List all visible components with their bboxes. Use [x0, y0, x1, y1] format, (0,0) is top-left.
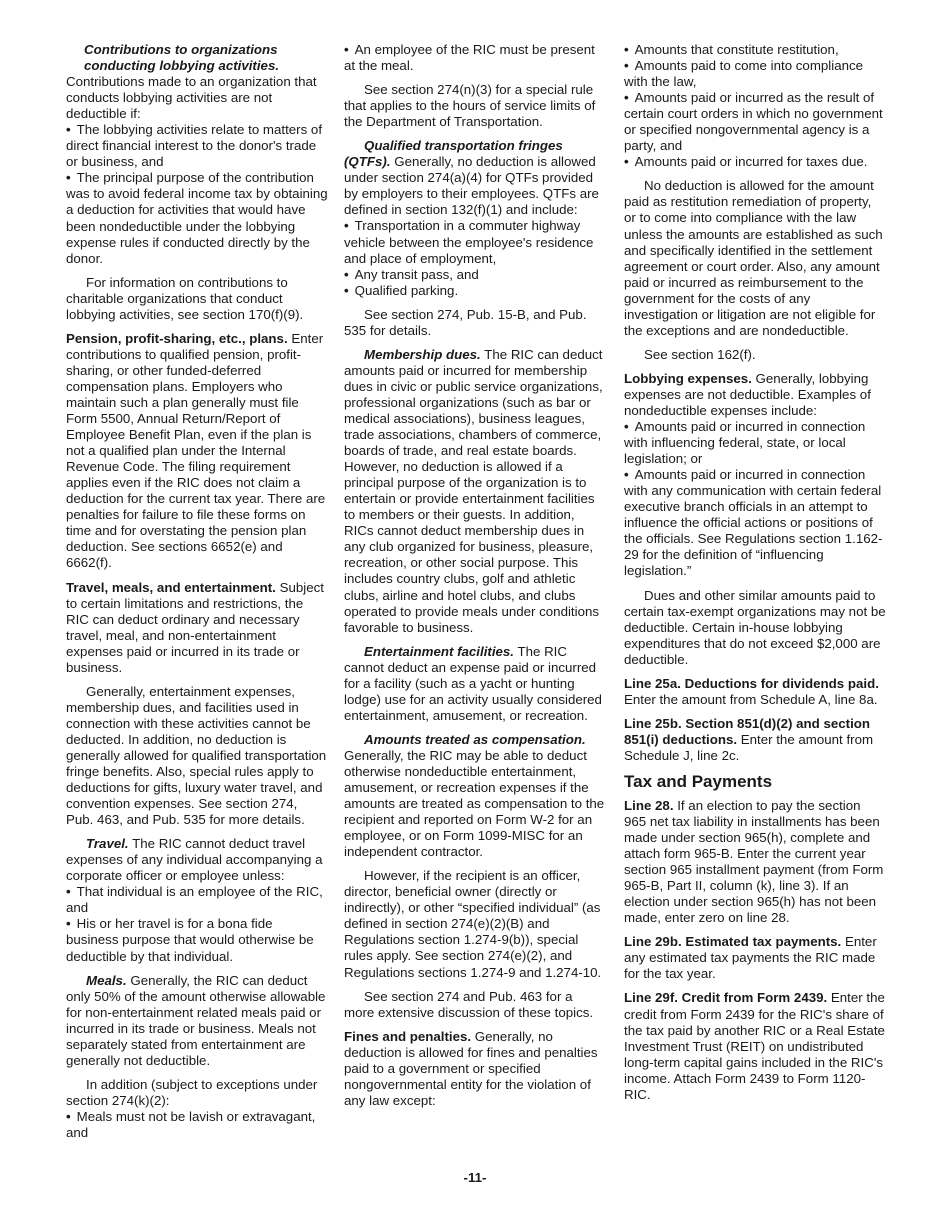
- travel-text: The RIC cannot deduct travel expenses of any individual accompanying a corporate officer or employee unless:: [66, 836, 323, 884]
- line-25b-text: Enter the amount from Schedule J, line 2c.: [624, 731, 874, 763]
- page-number: -11-: [463, 1170, 487, 1185]
- pension-text: Enter contributions to qualified pension, profit-sharing, or other funded-deferred compensation plans. Employers who maintain such a plan generally must file Form 5500, Annual Return/Report of Employee Benefit Plan, even if the plan is not a qualified plan under the Internal Revenue Code. The filing requirement applies even if the RIC does not claim a deduction for the current tax year. There are penalties for failure to file these forms on time and for overstating the pension plan deduction. See sections 6652(e) and 6662(f).: [66, 330, 326, 571]
- fines-paragraph: [344, 1029, 606, 1109]
- travel-list: [66, 884, 328, 964]
- lobbying-dues: Dues and other similar amounts paid to certain tax-exempt organizations may not be deductible. Certain in-house lobbying expenditures that do not exceed $2,000 are deductible.: [624, 587, 886, 667]
- meals-text: Generally, the RIC can deduct only 50% of the amount otherwise allowable for non-entertainment related meals paid or incurred in its trade or business. Meals not separately stated from entertainment are generally not deductible.: [66, 972, 326, 1068]
- line-29f-text: Enter the credit from Form 2439 for the RIC's share of the tax paid by another RIC or a Real Estate Investment Trust (REIT) on undistributed long-term capital gains included in the RIC's income. Attach Form 2439 to Form 1120-RIC.: [624, 990, 885, 1102]
- fines-heading: Fines and penalties.: [344, 1028, 472, 1044]
- list-item: • Amounts paid or incurred as the result of certain court orders in which no government or specified nongovernmental agency is a party, and: [624, 90, 886, 154]
- travel-meals-paragraph: [66, 580, 328, 676]
- dues-heading: Membership dues.: [364, 346, 481, 362]
- list-item: • An employee of the RIC must be present at the meal.: [344, 42, 606, 74]
- lobbying-heading: Lobbying expenses.: [624, 370, 752, 386]
- travel-general: Generally, entertainment expenses, membership dues, and facilities used in connection with these activities cannot be deducted. In addition, no deduction is generally allowed for qualified transportation fringe benefits. Also, special rules apply to deductions for gifts, luxury water travel, and convention expenses. See section 274, Pub. 463, and Pub. 535 for more details.: [66, 683, 327, 828]
- compensation-heading: Amounts treated as compensation.: [364, 731, 586, 747]
- section-title: Tax and Payments: [624, 771, 773, 791]
- meals-addition: In addition (subject to exceptions under section 274(k)(2):: [66, 1076, 318, 1108]
- pension-heading: Pension, profit-sharing, etc., plans.: [66, 330, 288, 346]
- lobbying-org-info: For information on contributions to charitable organizations that conduct lobbying activities, see section 170(f)(9).: [66, 274, 304, 322]
- lobbying-org-list: [66, 122, 328, 266]
- list-item: • Amounts paid or incurred for taxes due.: [624, 154, 886, 170]
- facilities-heading: Entertainment facilities.: [364, 643, 514, 659]
- qtf-list: [344, 218, 606, 298]
- dues-text: The RIC can deduct amounts paid or incurred for membership dues in civic or public service organizations, professional organizations (such as bar or medical associations), business leagues, trade associations, chambers of commerce, boards of trade, and real estate boards. However, no deduction is allowed if a principal purpose of the organization is to entertain or provide entertainment facilities to members or their guests. In addition, RICs cannot deduct membership dues in any club organized for business, pleasure, recreation, or other social purpose. This includes country clubs, golf and athletic clubs, airline and hotel clubs, and clubs operated to provide meals under conditions favorable to business.: [344, 346, 603, 635]
- compensation-paragraph: [344, 732, 606, 860]
- qtf-text: Generally, no deduction is allowed under section 274(a)(4) for QTFs provided by employers to their employees. QTFs are defined in section 132(f)(1) and include:: [344, 154, 599, 218]
- lobbying-org-heading: Contributions to organizations conducting lobbying activities.: [84, 42, 280, 74]
- line-29b-heading: Line 29b. Estimated tax payments.: [624, 934, 842, 950]
- line-29b-text: Enter any estimated tax payments the RIC made for the tax year.: [624, 934, 877, 982]
- qtf-note: See section 274, Pub. 15-B, and Pub. 535 for details.: [344, 306, 587, 338]
- list-item: • The principal purpose of the contribution was to avoid federal income tax by obtaining a deduction for activities that would have been nondeductible under the lobbying expense rules if conducted directly by the donor.: [66, 170, 328, 266]
- list-item: • That individual is an employee of the RIC, and: [66, 884, 328, 916]
- lobbying-text: Generally, lobbying expenses are not deductible. Examples of nondeductible expenses include:: [624, 370, 871, 418]
- list-item: • Amounts paid to come into compliance with the law,: [624, 58, 886, 90]
- employee-list: [344, 42, 606, 74]
- column-3: [624, 42, 886, 1111]
- fines-list: [624, 42, 886, 170]
- compensation-text: Generally, the RIC may be able to deduct otherwise nondeductible entertainment, amusement, or recreation expenses if the amounts are treated as compensation to the recipient and reported on Form W-2 for an employee, or on Form 1099-MISC for an independent contractor.: [344, 747, 605, 860]
- line-28-paragraph: [624, 798, 886, 926]
- line-25b-paragraph: [624, 716, 886, 764]
- list-item: • Any transit pass, and: [344, 267, 606, 283]
- column-2: [344, 42, 606, 1117]
- line-25a-paragraph: [624, 676, 886, 708]
- meals-list: [66, 1109, 328, 1141]
- fines-no-deduction: No deduction is allowed for the amount paid as restitution remediation of property, or to come into compliance with the law unless the amounts are established as such and specifically identified in the settlement agreement or court order. Also, any amount paid or incurred as reimbursement to the government for the costs of any investigation or litigation are not eligible for the exceptions and are nondeductible.: [624, 178, 883, 338]
- list-item: • Qualified parking.: [344, 283, 606, 299]
- lobbying-list: [624, 419, 886, 579]
- list-item: • Amounts paid or incurred in connection with any communication with certain federal executive branch officials in an attempt to influence the official actions or positions of the officials. See Regulations section 1.162-29 for the definition of “influencing legislation.”: [624, 467, 886, 579]
- list-item: • His or her travel is for a bona fide business purpose that would otherwise be deductible by that individual.: [66, 916, 328, 964]
- qtf-paragraph: [344, 138, 606, 218]
- facilities-paragraph: [344, 644, 606, 724]
- qtf-heading: Qualified transportation fringes (QTFs).: [344, 138, 563, 170]
- meals-heading: Meals.: [86, 972, 127, 988]
- line-25a-heading: Line 25a. Deductions for dividends paid.: [624, 675, 879, 691]
- line-29f-heading: Line 29f. Credit from Form 2439.: [624, 990, 828, 1006]
- compensation-see: See section 274 and Pub. 463 for a more extensive discussion of these topics.: [344, 988, 594, 1020]
- travel-paragraph: [66, 836, 328, 884]
- line-29b-paragraph: [624, 934, 886, 982]
- line-25a-text: Enter the amount from Schedule A, line 8a.: [624, 691, 878, 707]
- line-28-text: If an election to pay the section 965 net tax liability in installments has been made under section 965(h), complete and attach form 965-B. Enter the current year section 965 installment payment (from Form 965-B, Part II, column (k), line 3). If an election under section 965(h) has not been made, enter zero on line 28.: [624, 797, 884, 926]
- compensation-however: However, if the recipient is an officer, director, beneficial owner (directly or indirectly), or other “specified individual” (as defined in section 274(e)(2)(B) and Regulations section 1.274-9(b)), special rules apply. See section 274(e)(2), and Regulations sections 1.274-9 and 1.274-10.: [344, 868, 602, 980]
- travel-heading: Travel.: [86, 836, 129, 852]
- meals-paragraph: [66, 973, 328, 1069]
- line-25b-heading: Line 25b. Section 851(d)(2) and section 851(i) deductions.: [624, 715, 871, 747]
- line-28-heading: Line 28.: [624, 797, 674, 813]
- travel-meals-text: Subject to certain limitations and restrictions, the RIC can deduct ordinary and necessary travel, meal, and non-entertainment expenses paid or incurred in its trade or business.: [66, 579, 324, 675]
- lobbying-org-text: Contributions made to an organization that conducts lobbying activities are not deductible if:: [66, 74, 317, 122]
- list-item: • Meals must not be lavish or extravagant, and: [66, 1109, 328, 1141]
- list-item: • Amounts that constitute restitution,: [624, 42, 886, 58]
- column-1: [66, 42, 328, 1149]
- list-item: • The lobbying activities relate to matters of direct financial interest to the donor's trade or business, and: [66, 122, 328, 170]
- list-item: • Transportation in a commuter highway vehicle between the employee's residence and place of employment,: [344, 218, 606, 266]
- facilities-text: The RIC cannot deduct an expense paid or incurred for a facility (such as a yacht or hunting lodge) use for an activity usually considered entertainment, amusement, or recreation.: [344, 643, 602, 723]
- line-29f-paragraph: [624, 990, 886, 1102]
- lobbying-paragraph: [624, 371, 886, 419]
- list-item: • Amounts paid or incurred in connection with influencing federal, state, or local legislation; or: [624, 419, 886, 467]
- pension-paragraph: [66, 331, 328, 572]
- employee-note: See section 274(n)(3) for a special rule that applies to the hours of service limits of the Department of Transportation.: [344, 82, 596, 130]
- dues-paragraph: [344, 347, 606, 636]
- fines-see: See section 162(f).: [644, 346, 756, 362]
- travel-meals-heading: Travel, meals, and entertainment.: [66, 579, 276, 595]
- fines-text: Generally, no deduction is allowed for fines and penalties paid to a government or specified nongovernmental entity for the violation of any law except:: [344, 1028, 598, 1108]
